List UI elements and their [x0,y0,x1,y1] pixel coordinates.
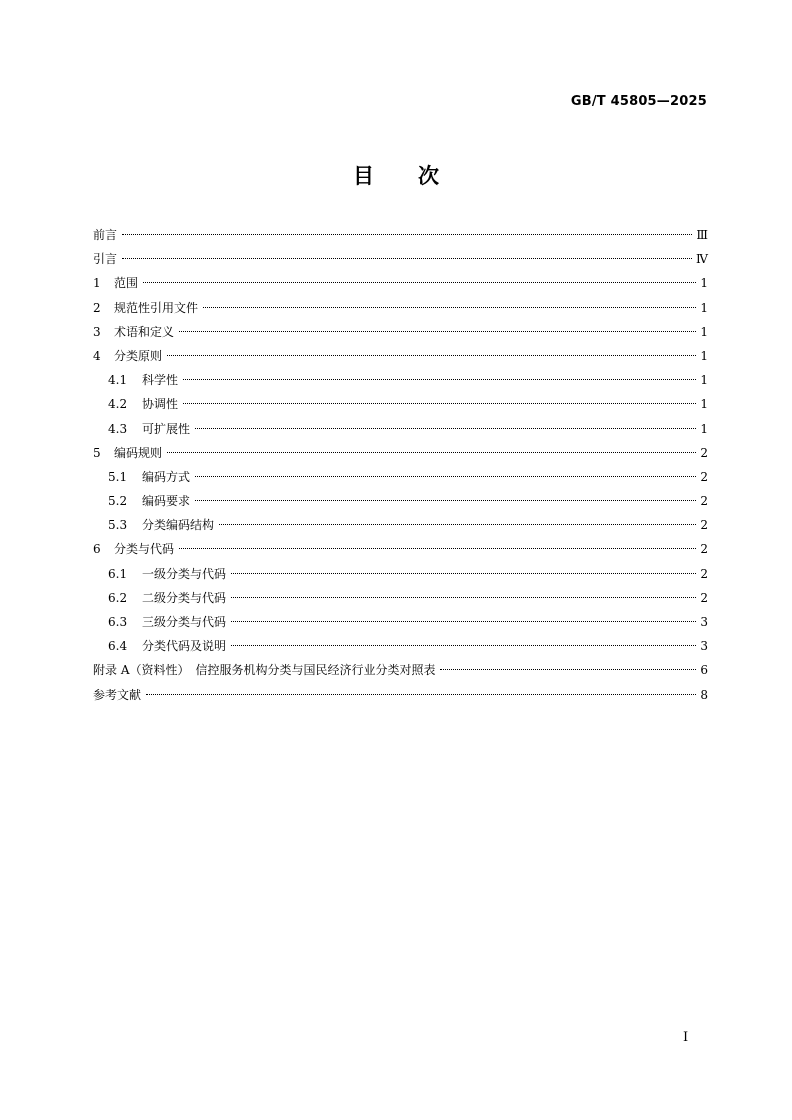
toc-entry[interactable] [93,395,708,419]
toc-entry-number: 2 [93,300,101,315]
toc-entry-page: 2 [700,494,708,509]
toc-entry[interactable] [93,661,708,685]
toc-entry[interactable] [93,274,708,298]
toc-entry-page: 8 [700,687,708,702]
toc-entry-page: 3 [700,615,708,629]
toc-entry-label: 编码规则 [114,445,163,460]
toc-leader-dots [231,645,696,646]
toc-entry-number: 4.3 [108,421,128,436]
toc-entry-label: 二级分类与代码 [142,590,227,605]
toc-entry-label: 参考文献 [93,687,142,702]
standard-number: GB/T 45805—2025 [570,94,707,109]
toc-leader-dots [231,621,696,622]
toc-entry-label: 术语和定义 [114,324,175,339]
table-of-contents [93,226,708,710]
toc-entry-label: 附录 A（资料性） 信控服务机构分类与国民经济行业分类对照表 [93,663,436,678]
toc-entry-label: 规范性引用文件 [114,300,199,315]
toc-entry-label: 三级分类与代码 [142,615,227,629]
toc-entry-page: 2 [700,469,708,484]
footer-page-number: I [683,1030,689,1045]
toc-entry-page: 2 [700,445,708,460]
toc-entry-number: 3 [93,324,101,339]
toc-entry-page: 1 [700,348,708,363]
toc-entry[interactable] [93,444,708,468]
toc-entry-label: 编码方式 [142,469,191,484]
toc-entry-page: 1 [700,324,708,339]
toc-entry[interactable] [93,468,708,492]
toc-entry[interactable] [93,589,708,613]
toc-leader-dots [195,428,696,429]
toc-entry-number: 4.2 [108,397,128,412]
toc-leader-dots [167,452,696,453]
toc-leader-dots [179,331,696,332]
toc-entry[interactable] [93,686,708,710]
toc-entry-label: 分类代码及说明 [142,639,227,654]
toc-entry-page: 1 [700,397,708,412]
toc-entry-number: 4 [93,348,101,363]
toc-entry-label: 一级分类与代码 [142,566,227,581]
toc-leader-dots [167,355,696,356]
toc-entry-number: 5 [93,445,101,460]
toc-entry-page: 2 [700,590,708,605]
toc-entry-label: 前言 [93,228,118,242]
toc-entry-label: 科学性 [142,373,179,388]
toc-entry-label: 分类与代码 [114,542,175,557]
toc-leader-dots [231,597,696,598]
toc-leader-dots [122,234,692,235]
toc-entry-number: 6.2 [108,590,128,605]
toc-leader-dots [183,403,696,404]
toc-entry-number: 5.3 [108,518,128,533]
toc-entry[interactable] [93,516,708,540]
toc-entry-label: 协调性 [142,397,179,412]
toc-entry[interactable] [93,347,708,371]
toc-entry[interactable] [93,420,708,444]
toc-leader-dots [195,500,696,501]
toc-entry[interactable] [93,492,708,516]
toc-entry-label: 引言 [93,252,118,267]
toc-leader-dots [195,476,696,477]
toc-entry-label: 分类原则 [114,348,163,363]
toc-entry-number: 5.1 [108,469,128,484]
toc-entry[interactable] [93,323,708,347]
toc-entry[interactable] [93,637,708,661]
toc-entry[interactable] [93,299,708,323]
toc-leader-dots [183,379,696,380]
toc-entry-page: 2 [700,566,708,581]
toc-entry-page: 2 [700,518,708,533]
title-char-2: 次 [418,164,439,188]
page-title [0,160,792,190]
toc-entry-number: 6.3 [108,615,128,629]
toc-entry[interactable] [93,371,708,395]
toc-leader-dots [179,548,696,549]
toc-entry[interactable] [93,250,708,274]
toc-entry-number: 5.2 [108,494,128,509]
toc-entry-page: 1 [700,300,708,315]
toc-entry[interactable] [93,226,708,250]
toc-leader-dots [203,307,696,308]
toc-entry-page: 1 [700,421,708,436]
toc-entry-label: 可扩展性 [142,421,191,436]
toc-leader-dots [440,669,696,670]
toc-entry-page: 2 [700,542,708,557]
toc-entry-label: 编码要求 [142,494,191,509]
toc-entry-number: 1 [93,276,101,291]
toc-leader-dots [122,258,692,259]
toc-entry[interactable] [93,613,708,637]
toc-leader-dots [231,573,696,574]
toc-entry-number: 6.4 [108,639,128,654]
toc-entry-number: 6.1 [108,566,128,581]
toc-entry-label: 分类编码结构 [142,518,215,533]
toc-entry[interactable] [93,540,708,564]
toc-entry-page: Ⅲ [696,228,708,242]
toc-leader-dots [219,524,696,525]
toc-entry[interactable] [93,565,708,589]
toc-entry-page: 6 [700,663,708,678]
toc-entry-page: 1 [700,276,708,291]
toc-entry-label: 范围 [114,276,139,291]
toc-entry-page: 3 [700,639,708,654]
title-char-1: 目 [353,164,374,188]
toc-leader-dots [146,694,696,695]
toc-leader-dots [143,282,696,283]
toc-entry-page: 1 [700,373,708,388]
toc-entry-page: Ⅳ [696,252,708,267]
toc-entry-number: 4.1 [108,373,128,388]
toc-entry-number: 6 [93,542,101,557]
